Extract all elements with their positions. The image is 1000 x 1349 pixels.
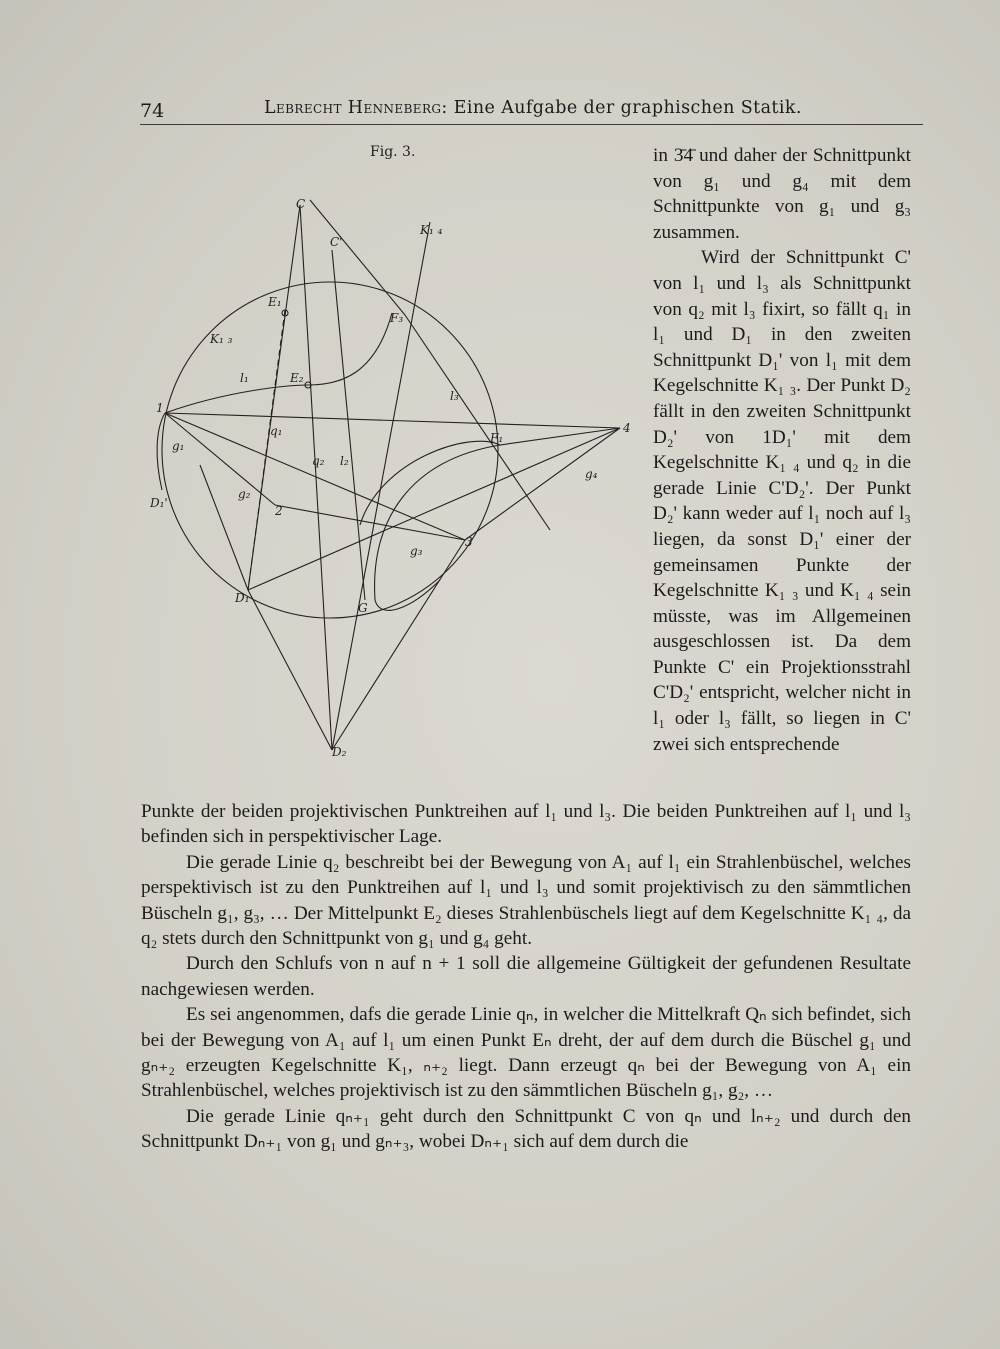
running-header (140, 96, 923, 125)
line-d1-4 (248, 428, 620, 590)
line-g1 (165, 413, 465, 540)
label-g2: g₂ (238, 487, 251, 501)
label-g3: g₃ (410, 544, 423, 558)
label-d1-prime: D₁' (150, 496, 168, 510)
label-c-prime: C' (330, 235, 343, 249)
label-f3: F₃ (390, 311, 404, 325)
label-d2: D₂ (332, 745, 347, 759)
header-title-text: : Eine Aufgabe der graphischen Statik. (441, 98, 802, 118)
label-k14: K₁ ₄ (420, 223, 443, 237)
label-g4: g₄ (585, 467, 598, 481)
label-q1: q₁ (270, 424, 283, 438)
label-e1: E₁ (268, 295, 282, 309)
line-l2 (332, 250, 365, 600)
figure-drawing (140, 160, 640, 770)
header-title (264, 98, 802, 118)
label-l3: l₃ (450, 389, 459, 403)
label-g1: g₁ (172, 439, 185, 453)
side-paragraph: Wird der Schnittpunkt C' von l₁ und l₃ als Schnittpunkt von q₂ mit l₃ fixirt, so fällt q₁ in l₁ und D₁ in den zweiten Schnittpunkt D₁' von l₁ mit dem Kegelschnitte K₁ ₃. Der Punkt D₂ fällt in den zweiten Schnittpunkt D₂' von 1D₁' mit dem Kegelschnitte K₁ ₄ und q₂ in die gerade Linie C'D₂'. Der Punkt D₂' kann weder auf l₁ noch auf l₃ liegen, da sonst D₁' einer der gemeinsamen Punkte der Kegelschnitte K₁ ₃ und K₁ ₄ sein müsste, was im Allgemeinen ausgeschlossen ist. Da dem Punkte C' ein Projektionsstrahl C'D₂' entspricht, welcher nicht in l₁ oder l₃ fällt, so liegen in C' zwei sich entsprechende (653, 247, 911, 755)
line-d1-d2 (248, 590, 332, 750)
main-paragraph: Die gerade Linie qₙ₊₁ geht durch den Schnittpunkt C von qₙ und lₙ₊₂ und durch den Schnittpunkt Dₙ₊₁ von g₁ und gₙ₊₃, wobei Dₙ₊₁ sich auf dem durch die (141, 1105, 911, 1153)
main-paragraph: Die gerade Linie q₂ beschreibt bei der Bewegung von A₁ auf l₁ ein Strahlenbüschel, welches perspektivisch ist zu den Punktreihen auf l₁ und l₃ und somit projektivisch zu den sämmtlichen Büscheln g₁, g₃, … Der Mittelpunkt E₂ dieses Strahlenbüschels liegt auf dem Kegelschnitte K₁ ₄, da q₂ stets durch den Schnittpunkt von g₁ und g₄ geht. (141, 851, 911, 950)
label-point-2: 2 (275, 504, 283, 518)
line-g2 (165, 413, 275, 505)
main-paragraph: Es sei angenommen, dafs die gerade Linie qₙ, in welcher die Mittelkraft Qₙ sich befindet, sich bei der Bewegung von A₁ auf l₁ um einen Punkt Eₙ dreht, der auf dem durch die Büschel g₁ und gₙ₊₂ erzeugten Kegelschnitte K₁, ₙ₊₂ liegt. Dann erzeugt qₙ bei der Bewegung von A₁ ein Strahlenbüschel, welches projektivisch ist zu den sämmtlichen Büscheln g₁, g₂, … (141, 1004, 911, 1102)
label-k13: K₁ ₃ (210, 332, 233, 346)
label-f1: F₁ (490, 431, 504, 445)
label-c: C (296, 197, 306, 211)
page-number: 74 (140, 100, 165, 122)
header-author: Lebrecht Henneberg (264, 98, 442, 118)
side-column-text (653, 143, 911, 757)
figure-caption: Fig. 3. (370, 144, 416, 160)
label-g: G (358, 601, 368, 615)
label-point-3: 3 (465, 535, 473, 549)
line-l3-top (310, 200, 405, 315)
line-3-4 (465, 428, 620, 540)
main-paragraph: Punkte der beiden projektivischen Punktreihen auf l₁ und l₃. Die beiden Punktreihen auf l₁ und l₃ befinden sich in perspektivischer Lage. (141, 801, 911, 848)
label-l2: l₂ (340, 454, 349, 468)
line-2-3 (275, 505, 465, 540)
label-l1: l₁ (240, 371, 249, 385)
label-point-1: 1 (156, 401, 164, 415)
side-paragraph: in 3̄4̄ und daher der Schnittpunkt von g₁ und g₄ mit dem Schnittpunkte von g₁ und g₃ zusammen. (653, 145, 911, 243)
label-q2: q₂ (312, 454, 325, 468)
line-k14-ray (332, 222, 430, 750)
line-l3 (405, 315, 550, 530)
label-e2: E₂ (290, 371, 304, 385)
geometric-figure (140, 160, 640, 770)
label-point-4: 4 (623, 421, 631, 435)
main-paragraph: Durch den Schlufs von n auf n + 1 soll die allgemeine Gültigkeit der gefundenen Resultate nachgewiesen werden. (141, 953, 911, 1000)
label-d1: D₁ (235, 591, 250, 605)
main-column-text (141, 799, 911, 1155)
line-d1-g1 (200, 465, 248, 590)
